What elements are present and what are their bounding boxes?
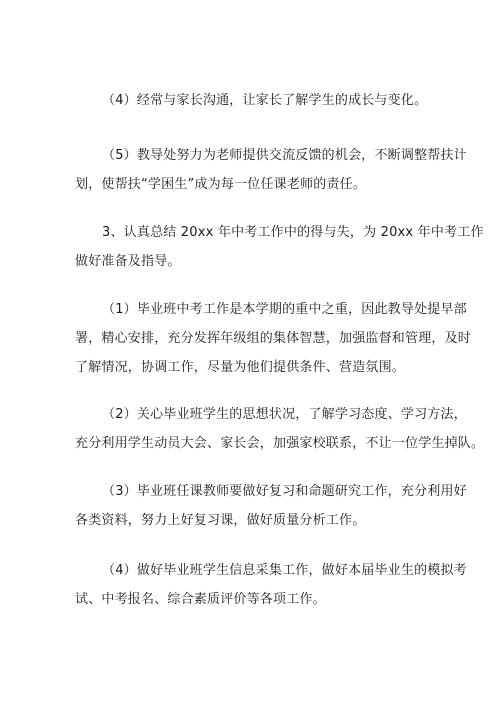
- paragraph-item-4-parent-communication: [75, 86, 430, 115]
- paragraph-section-3-exam-summary: [75, 218, 484, 276]
- text-line: （3）毕业班任课教师要做好复习和命题研究工作，充分利用好: [102, 484, 467, 499]
- paragraph-item-4-information-collection: [75, 556, 467, 614]
- paragraph-item-1-graduating-class: [75, 295, 472, 382]
- text-line: （4）做好毕业班学生信息采集工作，做好本届毕业生的模拟考: [102, 563, 467, 578]
- text-line: 充分利用学生动员大会、家长会，加强家校联系，不让一位学生掉队。: [75, 436, 485, 451]
- text-line: （2）关心毕业班学生的思想状况，了解学习态度、学习方法，: [102, 407, 467, 422]
- text-line: 试、中考报名、综合素质评价等各项工作。: [75, 592, 326, 607]
- text-line: 各类资料，努力上好复习课，做好质量分析工作。: [75, 513, 366, 528]
- text-line: 划，使帮扶“学困生”成为每一位任课老师的责任。: [75, 177, 367, 192]
- text-line: （5）教导处努力为老师提供交流反馈的机会，不断调整帮扶计: [102, 148, 467, 163]
- paragraph-item-5-feedback: [75, 141, 467, 199]
- text-line: （4）经常与家长沟通，让家长了解学生的成长与变化。: [102, 93, 428, 108]
- paragraph-item-3-review-work: [75, 477, 467, 535]
- text-line: 了解情况，协调工作，尽量为他们提供条件、营造氛围。: [75, 360, 406, 375]
- paragraph-item-2-student-care: [75, 400, 485, 458]
- text-line: 署，精心安排，充分发挥年级组的集体智慧，加强监督和管理，及时: [75, 331, 472, 346]
- text-line: （1）毕业班中考工作是本学期的重中之重，因此教导处提早部: [102, 302, 467, 317]
- text-line: 做好准备及指导。: [75, 254, 181, 269]
- text-line: 3、认真总结 20xx 年中考工作中的得与失，为 20xx 年中考工作: [102, 225, 484, 240]
